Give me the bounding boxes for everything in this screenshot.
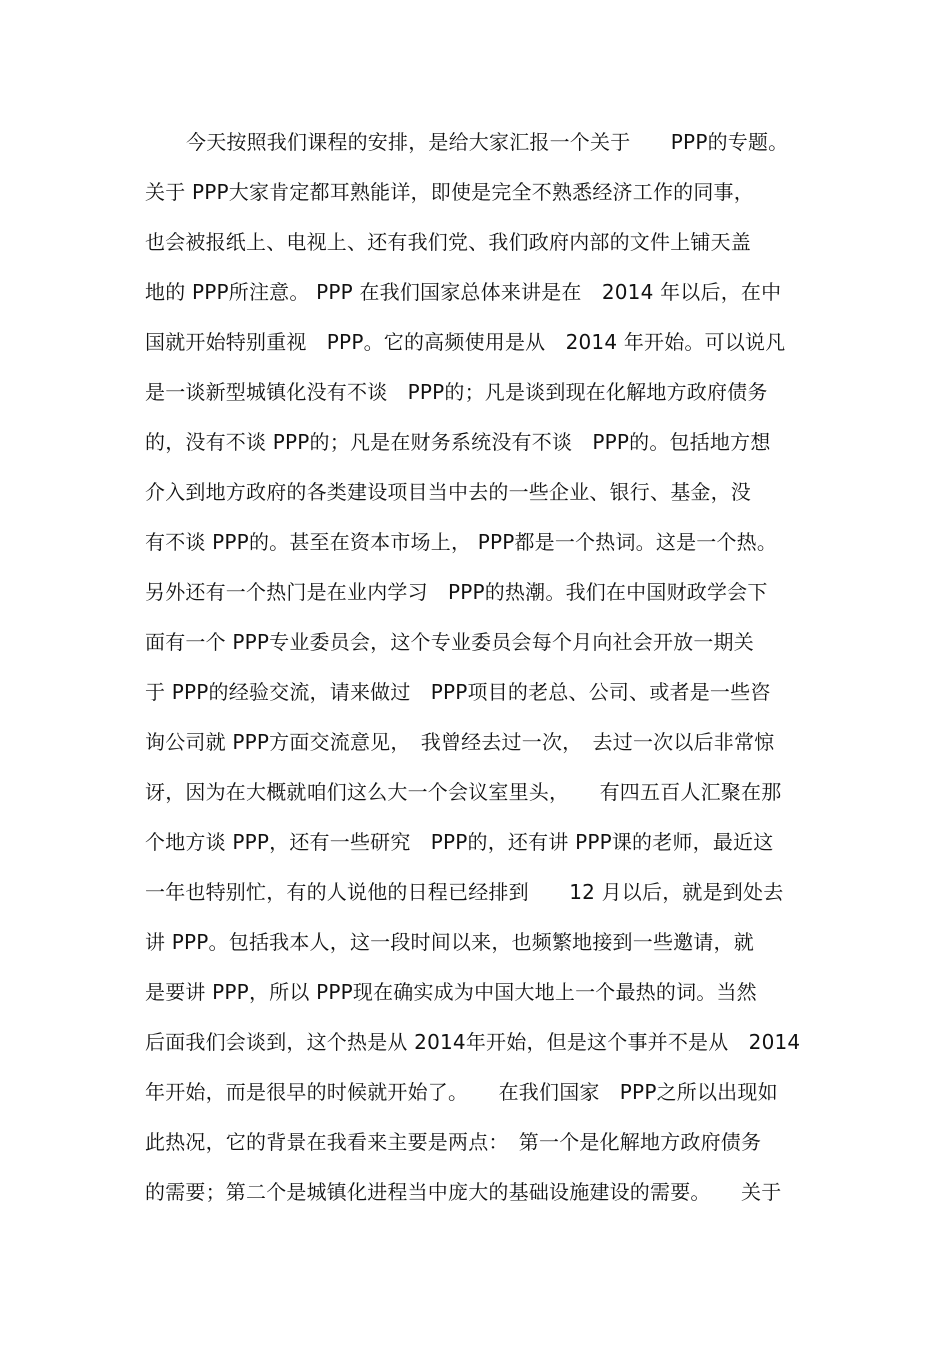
text-line: 年开始，而是很早的时候就开始了。 在我们国家 PPP之所以出现如 [145, 1080, 778, 1104]
text-line: 此热况，它的背景在我看来主要是两点： 第一个是化解地方政府债务 [145, 1130, 762, 1154]
text-line: 地的 PPP所注意。 PPP 在我们国家总体来讲是在 2014 年以后，在中 [145, 280, 782, 304]
text-line: 个地方谈 PPP，还有一些研究 PPP的，还有讲 PPP课的老师，最近这 [145, 830, 774, 854]
text-line: 国就开始特别重视 PPP。它的高频使用是从 2014 年开始。可以说凡 [145, 330, 786, 354]
text-line: 的需要；第二个是城镇化进程当中庞大的基础设施建设的需要。 关于 [145, 1180, 782, 1204]
text-line: 今天按照我们课程的安排，是给大家汇报一个关于 PPP的专题。 [186, 130, 789, 154]
text-line: 介入到地方政府的各类建设项目当中去的一些企业、银行、基金，没 [145, 480, 751, 504]
text-line: 是要讲 PPP，所以 PPP现在确实成为中国大地上一个最热的词。当然 [145, 980, 757, 1004]
text-line: 讶，因为在大概就咱们这么大一个会议室里头， 有四五百人汇聚在那 [145, 780, 782, 804]
text-line: 询公司就 PPP方面交流意见， 我曾经去过一次， 去过一次以后非常惊 [145, 730, 775, 754]
text-line: 的，没有不谈 PPP的；凡是在财务系统没有不谈 PPP的。包括地方想 [145, 430, 771, 454]
text-line: 另外还有一个热门是在业内学习 PPP的热潮。我们在中国财政学会下 [145, 580, 768, 604]
text-line: 有不谈 PPP的。甚至在资本市场上， PPP都是一个热词。这是一个热。 [145, 530, 778, 554]
text-line: 一年也特别忙，有的人说他的日程已经排到 12 月以后，就是到处去 [145, 880, 784, 904]
text-line: 后面我们会谈到，这个热是从 2014年开始，但是这个事并不是从 2014 [145, 1030, 801, 1054]
text-line: 也会被报纸上、电视上、还有我们党、我们政府内部的文件上铺天盖 [145, 230, 751, 254]
text-line: 讲 PPP。包括我本人，这一段时间以来，也频繁地接到一些邀请，就 [145, 930, 754, 954]
text-line: 关于 PPP大家肯定都耳熟能详，即使是完全不熟悉经济工作的同事， [145, 180, 754, 204]
text-line: 于 PPP的经验交流，请来做过 PPP项目的老总、公司、或者是一些咨 [145, 680, 771, 704]
text-line: 是一谈新型城镇化没有不谈 PPP的；凡是谈到现在化解地方政府债务 [145, 380, 768, 404]
text-line: 面有一个 PPP专业委员会，这个专业委员会每个月向社会开放一期关 [145, 630, 754, 654]
